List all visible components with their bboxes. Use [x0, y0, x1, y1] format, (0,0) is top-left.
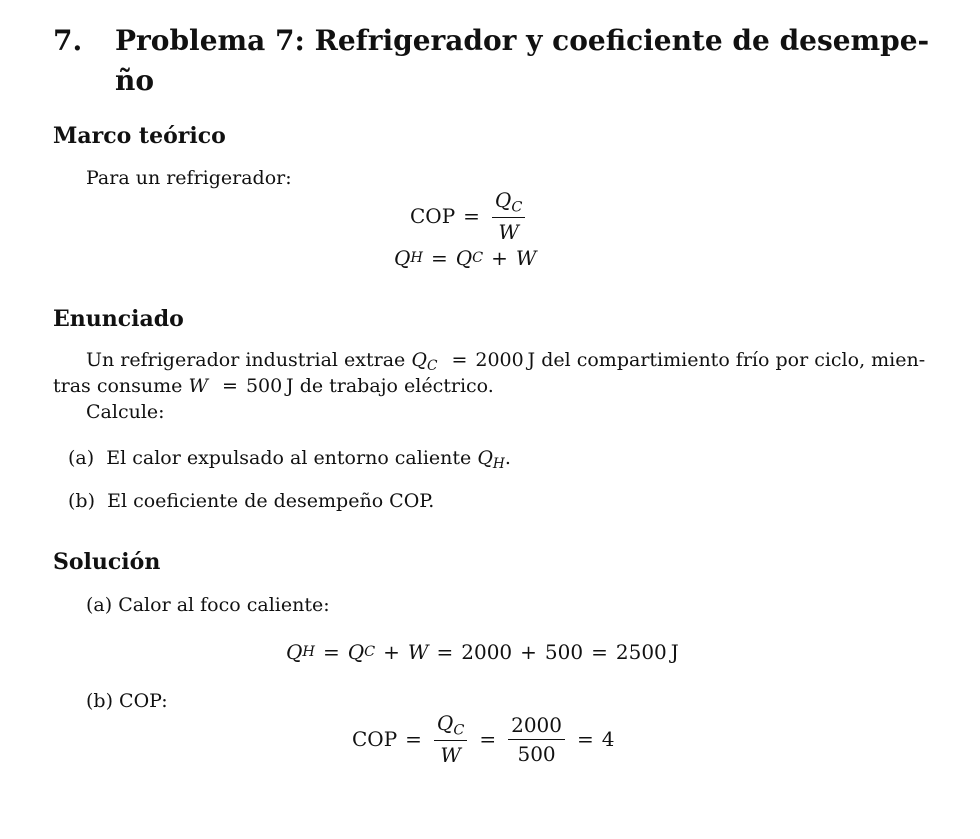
- enunciado-paragraph-line1: Un refrigerador industrial extrae $Q_C = 2000$ J del compartimiento frío por ciclo, mien-: [86, 349, 926, 375]
- solucion-b-label: (b) COP:: [86, 690, 168, 712]
- enunciado-calcule: Calcule:: [86, 401, 165, 423]
- fraction-qc-over-w: $\frac{Q_C}{W}$: [434, 711, 467, 767]
- equation-solution-qh: Q H = Q C + W = 2000 + 500 = 2500 J: [286, 640, 679, 664]
- fraction-2000-over-500: $\frac{2000}{500}$: [508, 713, 565, 766]
- equation-energy-balance: Q H = Q C + W: [394, 246, 537, 270]
- solucion-heading: Solución: [53, 549, 161, 575]
- section-number: 7.: [53, 24, 83, 57]
- marco-heading: Marco teórico: [53, 123, 226, 149]
- equation-solution-cop: COP = $\frac{Q_C}{W}$ = $\frac{2000}{500}$ = 4: [352, 711, 615, 768]
- cop-symbol: COP: [410, 204, 456, 229]
- equation-cop-definition: [410, 188, 529, 244]
- fraction-qc-over-w: $\frac{Q_C}{W}$: [492, 188, 525, 244]
- marco-intro: Para un refrigerador:: [86, 167, 292, 189]
- section-title-line2: ño: [115, 64, 155, 97]
- equals-sign: =: [463, 204, 480, 229]
- solucion-a-label: (a) Calor al foco caliente:: [86, 594, 330, 616]
- enunciado-heading: Enunciado: [53, 306, 184, 332]
- list-item: (a) El calor expulsado al entorno caliente $Q_H$.: [68, 447, 511, 473]
- section-title-line1: Problema 7: Refrigerador y coeficiente de desempe-: [115, 24, 930, 57]
- list-item: (b) El coeficiente de desempeño COP.: [68, 490, 435, 512]
- enunciado-paragraph-line2: tras consume W = 500 J de trabajo eléctrico.: [53, 375, 494, 397]
